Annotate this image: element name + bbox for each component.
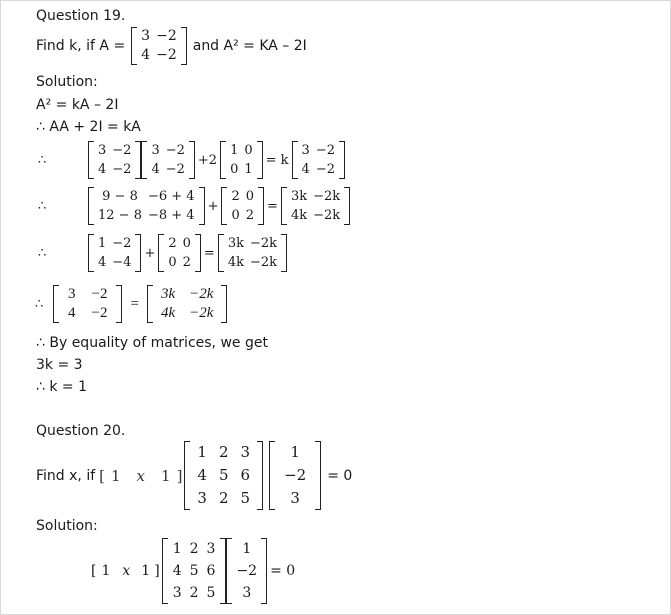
matrix-cell: −2 [156, 28, 177, 44]
matrix-A-table [138, 27, 180, 65]
q20-solution-col-vector [226, 538, 267, 604]
eq2-equals: = [267, 198, 278, 214]
q19-eq2 [38, 187, 350, 225]
eq1-equals-k: = k [265, 152, 289, 168]
vector-cell: −2 [284, 466, 307, 484]
q20-prompt-prefix: Find x, if [36, 467, 96, 484]
matrix-cell: −2 [112, 143, 132, 158]
matrix-cell: 4k [227, 255, 244, 270]
matrix-cell: 3 [206, 540, 216, 557]
q20-solution-eq [91, 538, 295, 604]
matrix-cell: 3 [172, 585, 182, 601]
matrix-cell: 2 [218, 489, 229, 507]
q20-equals-zero: = 0 [327, 467, 353, 484]
eq1-plus-coef: +2 [197, 152, 218, 168]
matrix-cell: 4 [98, 255, 107, 270]
vector-cell: 1 [290, 443, 300, 461]
q19-prompt-prefix: Find k, if A = [36, 38, 126, 54]
matrix-cell: −2k [249, 236, 278, 251]
matrix-cell: 9 − 8 [102, 189, 138, 204]
matrix-cell: 1 [197, 443, 207, 461]
matrix-cell: 1 [172, 541, 182, 557]
q20-solution-label: Solution: [36, 518, 98, 534]
matrix-cell: 5 [189, 562, 199, 579]
matrix-cell: −2 [156, 47, 177, 63]
matrix-cell: 3k [160, 286, 176, 302]
matrix-cell: 4k [290, 208, 308, 223]
matrix-cell: −2 [112, 162, 132, 177]
matrix-cell: −2 [315, 143, 335, 158]
matrix-cell: 3 [141, 28, 151, 44]
q19-answer: ∴ k = 1 [36, 379, 88, 395]
matrix-cell: 3 [98, 143, 107, 158]
matrix-cell: 5 [206, 584, 216, 601]
eq3-plus: + [144, 245, 156, 261]
therefore-symbol: ∴ [35, 296, 44, 311]
matrix-cell: 2 [182, 255, 191, 270]
matrix-cell: 4 [141, 47, 151, 63]
matrix-cell: −2k [189, 305, 214, 321]
matrix-cell: 3 [240, 443, 251, 461]
matrix-cell: 0 [245, 189, 255, 204]
matrix-cell: 2 [189, 540, 199, 557]
eq2-left-matrix [88, 187, 205, 225]
q19-eq3 [38, 234, 287, 272]
matrix-cell: 4k [160, 305, 176, 321]
matrix-cell: 5 [240, 489, 251, 507]
matrix-cell: 0 [168, 255, 177, 270]
eq4-left-matrix [53, 285, 122, 323]
vector-cell: 1 [111, 466, 121, 485]
q19-step-3k: 3k = 3 [36, 357, 83, 373]
q20-prompt [36, 441, 352, 510]
vector-cell: 3 [242, 585, 252, 601]
q20-solution-equals-zero: = 0 [270, 563, 296, 579]
vector-cell: 1 [141, 563, 151, 579]
eq1-matrix2 [141, 141, 194, 179]
matrix-cell: 5 [218, 466, 229, 484]
matrix-cell: 1 [230, 143, 239, 158]
q19-step1: A² = kA – 2I [36, 97, 119, 113]
matrix-cell: 3k [227, 236, 244, 251]
matrix-cell: 0 [231, 208, 240, 223]
matrix-cell: 2 [168, 236, 177, 251]
matrix-cell: 0 [182, 236, 191, 251]
q19-prompt-suffix: and A² = KA – 2I [192, 38, 307, 54]
matrix-cell: −2k [189, 286, 214, 302]
q19-step-equality: ∴ By equality of matrices, we get [36, 335, 268, 351]
q20-title: Question 20. [36, 423, 126, 439]
eq1-matrix3 [292, 141, 345, 179]
eq4-equals: = [130, 295, 139, 312]
eq4-rhs-matrix [147, 285, 227, 323]
matrix-cell: −2 [91, 305, 108, 321]
eq3-left-matrix [88, 234, 141, 272]
matrix-cell: −2 [165, 162, 185, 177]
matrix-cell: 3k [290, 189, 308, 204]
q20-row-vector: [ 1 x 1 ] [99, 466, 183, 485]
matrix-cell: 4 [68, 305, 76, 321]
q19-eq4 [35, 285, 227, 323]
matrix-cell: 3 [68, 286, 76, 302]
q20-col-vector [269, 441, 321, 510]
matrix-cell: −2k [249, 255, 278, 270]
eq2-right-matrix [221, 187, 264, 225]
q20-solution-row-vector: [ 1 x 1 ] [91, 563, 160, 579]
eq3-right-matrix [158, 234, 201, 272]
therefore-symbol: ∴ [38, 245, 47, 261]
matrix-cell: 0 [244, 143, 253, 158]
matrix-A [131, 27, 187, 65]
eq2-rhs-matrix [281, 187, 350, 225]
matrix-cell: 2 [245, 208, 255, 223]
matrix-cell: 2 [231, 189, 240, 204]
matrix-cell: −2k [313, 208, 341, 223]
matrix-cell: 2 [218, 443, 229, 461]
q19-title: Question 19. [36, 8, 126, 24]
eq3-rhs-matrix [218, 234, 287, 272]
vector-cell: 1 [242, 541, 252, 557]
eq1-identity [220, 141, 263, 179]
matrix-cell: 4 [301, 162, 310, 177]
matrix-cell: 3 [151, 143, 160, 158]
matrix-cell: 3 [197, 489, 207, 507]
matrix-cell: 6 [240, 466, 251, 484]
eq2-plus: + [207, 198, 219, 214]
matrix-cell: 4 [172, 563, 182, 579]
matrix-cell: 0 [230, 162, 239, 177]
q19-prompt [36, 27, 307, 65]
q19-eq1 [38, 141, 345, 179]
matrix-cell: −2 [112, 236, 132, 251]
matrix-cell: −2k [313, 189, 341, 204]
matrix-cell: 3 [301, 143, 310, 158]
q19-solution-label: Solution: [36, 74, 98, 90]
vector-cell: x [122, 563, 131, 579]
vector-cell: x [136, 466, 146, 485]
vector-cell: 1 [101, 563, 111, 579]
matrix-cell: 2 [189, 584, 199, 601]
eq3-equals: = [203, 245, 215, 261]
matrix-cell: −2 [315, 162, 335, 177]
therefore-symbol: ∴ [38, 152, 47, 168]
vector-cell: 1 [161, 466, 171, 485]
matrix-cell: −6 + 4 [147, 189, 195, 204]
eq1-matrix1 [88, 141, 141, 179]
matrix-cell: 4 [98, 162, 107, 177]
vector-cell: −2 [236, 563, 258, 579]
matrix-cell: 1 [98, 236, 107, 251]
matrix-cell: 4 [197, 466, 207, 484]
matrix-cell: −4 [112, 255, 132, 270]
matrix-cell: 12 − 8 [98, 208, 142, 223]
matrix-cell: 6 [206, 562, 216, 579]
matrix-cell: 4 [151, 162, 160, 177]
matrix-cell: −2 [91, 286, 108, 302]
matrix-cell: 1 [244, 162, 253, 177]
vector-cell: 3 [290, 489, 300, 507]
matrix-cell: −2 [165, 143, 185, 158]
matrix-cell: −8 + 4 [147, 208, 195, 223]
q20-solution-matrix [162, 538, 227, 604]
q19-step2: ∴ AA + 2I = kA [36, 119, 141, 135]
q20-matrix [184, 441, 263, 510]
therefore-symbol: ∴ [38, 198, 47, 214]
